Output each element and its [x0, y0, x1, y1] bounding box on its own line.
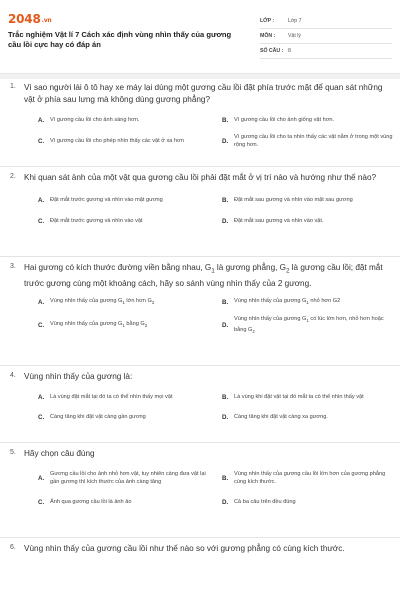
- question-number: 3.: [10, 263, 16, 270]
- option-b[interactable]: [222, 296, 396, 310]
- site-logo[interactable]: [8, 12, 51, 26]
- info-label: LỚP :: [260, 18, 275, 24]
- option-text: Đặt mắt sau gương và nhìn vào mặt sau gương: [234, 196, 353, 203]
- option-text: Càng tăng khi đặt vật càng xa gương.: [234, 414, 328, 421]
- question-text: Vùng nhìn thấy của gương là:: [24, 372, 133, 381]
- option-letter: B.: [222, 299, 229, 307]
- info-value: 8: [288, 48, 291, 54]
- option-b[interactable]: [222, 114, 396, 127]
- info-label: MÔN :: [260, 33, 276, 39]
- option-c[interactable]: [38, 313, 212, 339]
- option-text: Vùng nhìn thấy của gương $G_1$ lớn hơn $G_2$: [50, 298, 155, 306]
- question-6: [0, 538, 400, 578]
- option-letter: A.: [38, 393, 45, 401]
- option-letter: C.: [38, 322, 45, 330]
- option-text: Càng tăng khi đặt vật càng gần gương: [50, 414, 146, 421]
- option-text: Gương cầu lồi cho ảnh nhỏ hơn vật, tuy nhiên càng đưa vật lại gần gương thì kích thước của ảnh càng tăng: [50, 470, 206, 485]
- option-b[interactable]: [222, 189, 396, 211]
- option-letter: D.: [222, 498, 229, 506]
- option-c[interactable]: [38, 496, 212, 508]
- question-text: Hãy chọn câu đúng: [24, 449, 95, 458]
- options-grid: [10, 386, 390, 424]
- option-text: Cả ba câu trên đều đúng: [234, 498, 296, 505]
- options-grid: [10, 296, 390, 339]
- question-3: [0, 257, 400, 366]
- option-a[interactable]: [38, 386, 212, 408]
- option-letter: A.: [38, 474, 45, 482]
- question-list: [0, 80, 400, 578]
- question-number: 1.: [10, 83, 16, 90]
- question-text: Vì sao người lái ô tô hay xe máy lại dùng một gương cầu lồi đặt phía trước mặt để quan sát những vật ở phía sau lưng mà không dùng gương phẳng?: [24, 83, 383, 104]
- info-row-grade: [260, 14, 392, 29]
- option-text: Ảnh qua gương cầu lồi là ảnh ảo: [50, 498, 132, 505]
- question-text: Hai gương có kích thước đường viền bằng nhau, $G_1$ là gương phẳng, $G_2$ là gương cầu lồi; đặt mắt trước gương cùng một khoảng cách, hãy so sánh vùng nhìn thấy của 2 gương.: [24, 263, 383, 288]
- options-grid: [10, 189, 390, 228]
- info-panel: [260, 14, 392, 59]
- question-number: 6.: [10, 544, 16, 551]
- option-a[interactable]: [38, 463, 212, 493]
- option-letter: D.: [222, 218, 229, 225]
- option-letter: D.: [222, 322, 229, 330]
- question-number: 2.: [10, 173, 16, 180]
- question-text: Khi quan sát ảnh của một vật qua gương cầu lồi phải đặt mắt ở vị trí nào và hướng như thế nào?: [24, 173, 377, 182]
- info-label: SỐ CÂU :: [260, 48, 284, 54]
- option-letter: C.: [38, 218, 45, 225]
- info-row-question-count: [260, 44, 392, 59]
- logo-text: 2048: [8, 12, 41, 26]
- question-number: 4.: [10, 372, 16, 379]
- option-text: Vì gương cầu lồi cho ta nhìn thấy các vật nằm ở trong một vùng rộng hơn.: [234, 133, 393, 148]
- page-title: Trắc nghiệm Vật lí 7 Cách xác định vùng nhìn thấy của gương cầu lồi cực hay có đáp án: [8, 30, 232, 49]
- question-2: [0, 167, 400, 257]
- info-value: Lớp 7: [288, 18, 302, 24]
- option-d[interactable]: [222, 496, 396, 508]
- option-letter: D.: [222, 137, 229, 145]
- info-value: Vật lý: [288, 33, 301, 39]
- page-header: [8, 8, 392, 70]
- option-a[interactable]: [38, 114, 212, 127]
- option-d[interactable]: [222, 130, 396, 152]
- option-c[interactable]: [38, 215, 212, 228]
- option-c[interactable]: [38, 130, 212, 152]
- logo-suffix: .vn: [41, 17, 52, 24]
- option-text: Vùng nhìn thấy của gương $G_1$ có lúc lớn hơn, nhỏ hơn hoặc bằng $G_2$: [234, 316, 384, 334]
- option-text: Vì gương cầu lồi cho phép nhìn thấy các vật ở xa hơn: [50, 137, 184, 144]
- option-text: Vùng nhìn thấy của gương $G_1$ bằng $G_2$: [50, 321, 148, 329]
- option-c[interactable]: [38, 411, 212, 424]
- question-number: 5.: [10, 449, 16, 456]
- option-letter: D.: [222, 414, 229, 421]
- option-text: Vùng nhìn thấy của gương cầu lồi lớn hơn của gương phẳng cùng kích thước.: [234, 470, 386, 485]
- option-letter: A.: [38, 196, 45, 204]
- option-letter: B.: [222, 196, 229, 204]
- option-a[interactable]: [38, 296, 212, 310]
- option-text: Đặt mắt trước gương và nhìn vào vật: [50, 218, 143, 225]
- option-d[interactable]: [222, 313, 396, 339]
- question-4: [0, 366, 400, 443]
- option-text: Đặt mắt trước gương và nhìn vào mặt gương: [50, 196, 163, 203]
- question-5: [0, 443, 400, 538]
- header-divider: [0, 73, 400, 79]
- option-letter: B.: [222, 393, 229, 401]
- option-text: Vì gương cầu lồi cho ảnh giống vật hơn.: [234, 117, 335, 124]
- option-text: Đặt mắt sau gương và nhìn vào vật.: [234, 218, 324, 225]
- option-d[interactable]: [222, 215, 396, 228]
- option-text: Vì gương cầu lồi cho ảnh sáng hơn.: [50, 117, 140, 124]
- option-a[interactable]: [38, 189, 212, 211]
- option-text: Vùng nhìn thấy của gương $G_1$ nhỏ hơn G2: [234, 298, 341, 306]
- question-text: Vùng nhìn thấy của gương cầu lồi như thế nào so với gương phẳng có cùng kích thước.: [24, 544, 345, 553]
- option-text: Là vùng đặt mắt tại đó ta có thể nhìn thấy mọi vật: [50, 393, 173, 400]
- question-1: [0, 80, 400, 167]
- options-grid: [10, 463, 390, 508]
- option-letter: B.: [222, 474, 229, 482]
- info-row-subject: [260, 29, 392, 44]
- option-b[interactable]: [222, 463, 396, 493]
- option-letter: B.: [222, 117, 229, 124]
- options-grid: [10, 114, 393, 152]
- option-letter: C.: [38, 414, 45, 421]
- option-text: Là vùng khi đặt vật tại đó mắt ta có thể nhìn thấy vật: [234, 393, 364, 400]
- option-letter: C.: [38, 137, 45, 145]
- option-letter: A.: [38, 117, 45, 124]
- option-letter: A.: [38, 299, 45, 307]
- option-letter: C.: [38, 498, 45, 506]
- option-d[interactable]: [222, 411, 396, 424]
- option-b[interactable]: [222, 386, 396, 408]
